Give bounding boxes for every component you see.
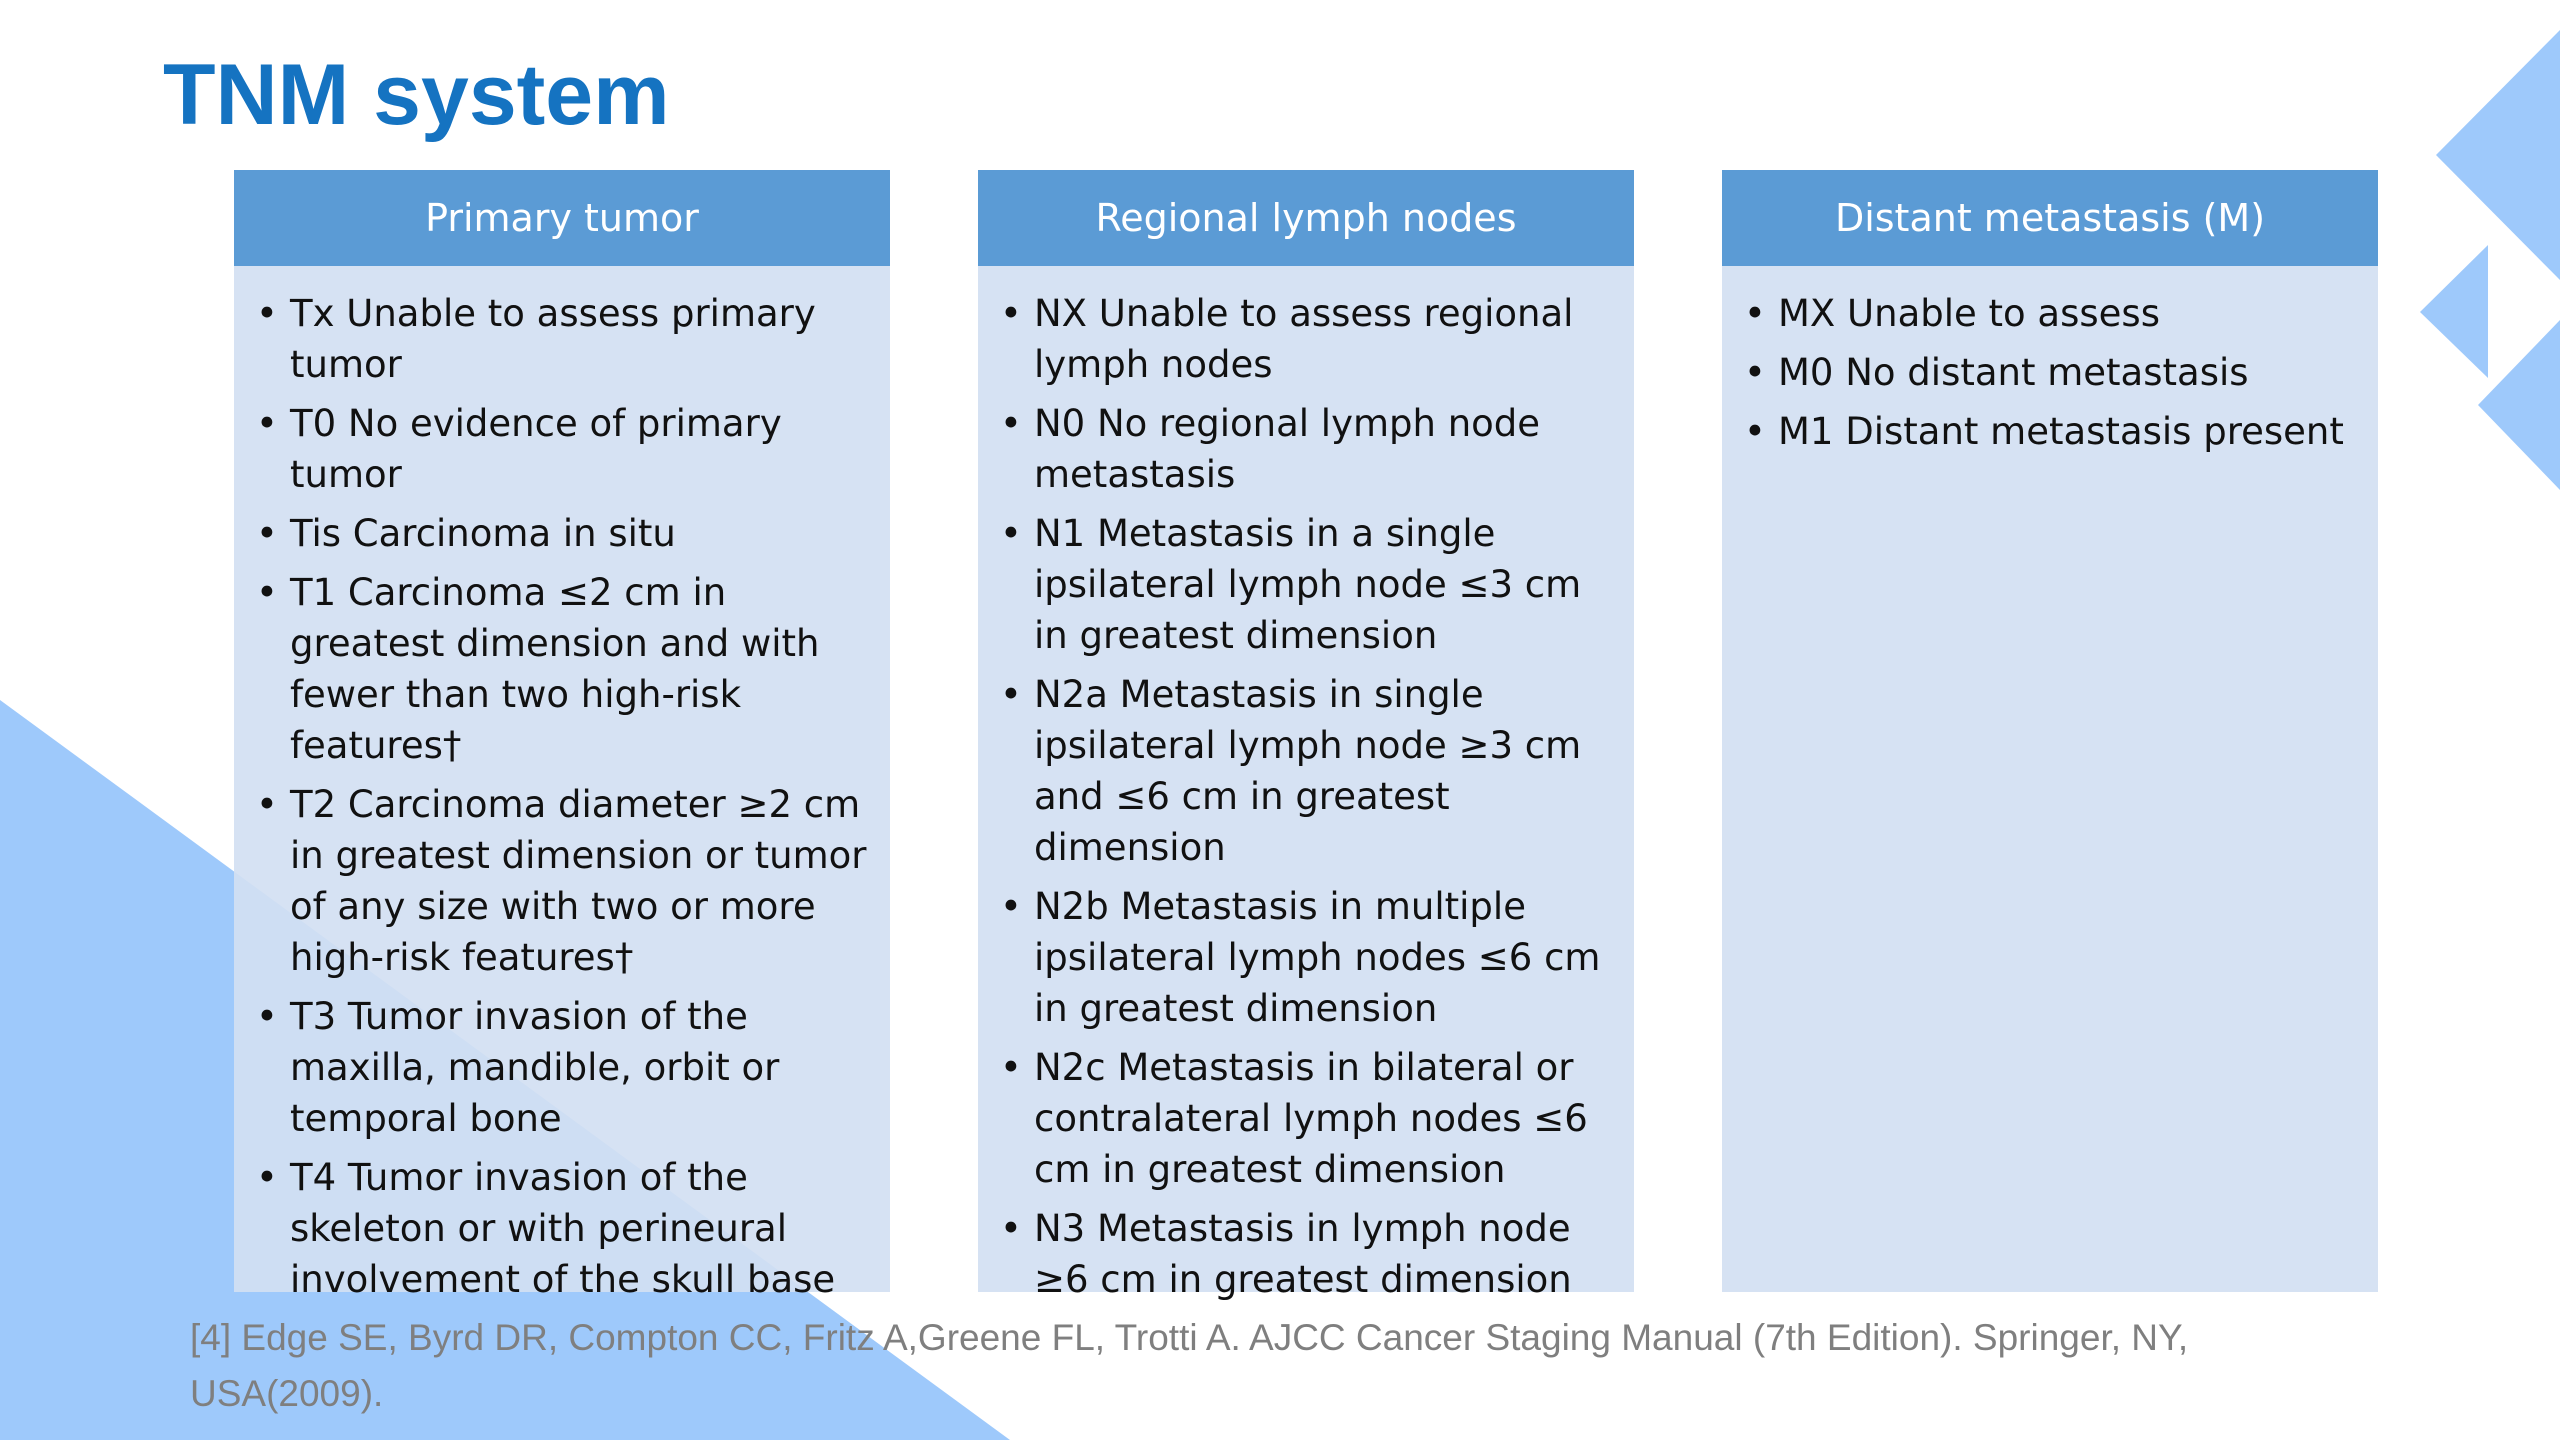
- bullet-icon: •: [1744, 410, 1766, 453]
- bullet-icon: •: [1744, 292, 1766, 335]
- list-item-text: N3 Metastasis in lymph node ≥6 cm in greatest dimension: [1034, 1207, 1572, 1301]
- list-item-text: M0 No distant metastasis: [1778, 351, 2249, 394]
- distant-metastasis-list: [1722, 266, 2378, 457]
- list-item-text: N2b Metastasis in multiple ipsilateral lymph nodes ≤6 cm in greatest dimension: [1034, 885, 1601, 1030]
- list-item: [1744, 288, 2366, 339]
- list-item-text: T2 Carcinoma diameter ≥2 cm in greatest dimension or tumor of any size with two or more high-risk features†: [290, 783, 867, 979]
- list-item: [256, 991, 878, 1144]
- bullet-icon: •: [256, 402, 278, 445]
- primary-tumor-header: Primary tumor: [234, 170, 890, 266]
- list-item-text: Tx Unable to assess primary tumor: [290, 292, 816, 386]
- bullet-icon: •: [1000, 1207, 1022, 1250]
- list-item: [1000, 1203, 1622, 1305]
- bullet-icon: •: [1000, 1046, 1022, 1089]
- bullet-icon: •: [256, 512, 278, 555]
- regional-lymph-nodes-header: Regional lymph nodes: [978, 170, 1634, 266]
- bullet-icon: •: [256, 292, 278, 335]
- list-item-text: Tis Carcinoma in situ: [290, 512, 676, 555]
- right-lower-diamond: [2478, 320, 2560, 490]
- bullet-icon: •: [1000, 402, 1022, 445]
- list-item-text: N0 No regional lymph node metastasis: [1034, 402, 1541, 496]
- bullet-icon: •: [1744, 351, 1766, 394]
- list-item: [256, 779, 878, 983]
- list-item-text: N1 Metastasis in a single ipsilateral lymph node ≤3 cm in greatest dimension: [1034, 512, 1582, 657]
- list-item: [256, 398, 878, 500]
- list-item: [256, 1152, 878, 1305]
- bullet-icon: •: [1000, 673, 1022, 716]
- list-item: [1000, 288, 1622, 390]
- regional-lymph-nodes-list: [978, 266, 1634, 1305]
- bullet-icon: •: [1000, 512, 1022, 555]
- top-right-diamond: [2436, 30, 2560, 280]
- list-item-text: T0 No evidence of primary tumor: [290, 402, 782, 496]
- list-item-text: T4 Tumor invasion of the skeleton or with perineural involvement of the skull base: [290, 1156, 836, 1301]
- bullet-icon: •: [256, 783, 278, 826]
- list-item: [1000, 669, 1622, 873]
- reference-citation: [4] Edge SE, Byrd DR, Compton CC, Fritz A,Greene FL, Trotti A. AJCC Cancer Staging Manual (7th Edition). Springer, NY, USA(2009).: [190, 1317, 2189, 1414]
- list-item: [1000, 1042, 1622, 1195]
- right-small-triangle: [2420, 245, 2488, 378]
- bullet-icon: •: [256, 1156, 278, 1199]
- primary-tumor-panel: [234, 170, 890, 1301]
- list-item: [256, 288, 878, 390]
- list-item: [1000, 398, 1622, 500]
- bullet-icon: •: [256, 995, 278, 1038]
- bullet-icon: •: [1000, 292, 1022, 335]
- list-item-text: MX Unable to assess: [1778, 292, 2160, 335]
- list-item-text: N2a Metastasis in single ipsilateral lymph node ≥3 cm and ≤6 cm in greatest dimension: [1034, 673, 1582, 869]
- list-item: [256, 567, 878, 771]
- list-item-text: N2c Metastasis in bilateral or contralateral lymph nodes ≤6 cm in greatest dimension: [1034, 1046, 1588, 1191]
- list-item: [1000, 508, 1622, 661]
- distant-metastasis-header: Distant metastasis (M): [1722, 170, 2378, 266]
- bullet-icon: •: [1000, 885, 1022, 928]
- list-item-text: NX Unable to assess regional lymph nodes: [1034, 292, 1574, 386]
- list-item: [1000, 881, 1622, 1034]
- list-item-text: T1 Carcinoma ≤2 cm in greatest dimension and with fewer than two high-risk features†: [290, 571, 820, 767]
- list-item: [1744, 347, 2366, 398]
- list-item-text: M1 Distant metastasis present: [1778, 410, 2344, 453]
- list-item: [1744, 406, 2366, 457]
- list-item-text: T3 Tumor invasion of the maxilla, mandible, orbit or temporal bone: [290, 995, 780, 1140]
- distant-metastasis-panel: [1722, 170, 2378, 1292]
- slide-title: TNM system: [163, 47, 670, 143]
- list-item: [256, 508, 878, 559]
- bullet-icon: •: [256, 571, 278, 614]
- primary-tumor-list: [234, 266, 890, 1305]
- regional-lymph-nodes-panel: [978, 170, 1634, 1301]
